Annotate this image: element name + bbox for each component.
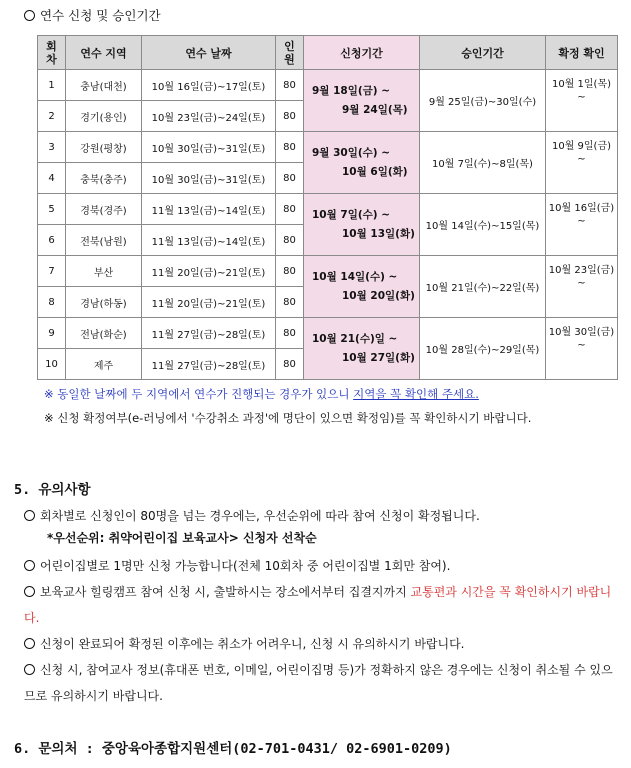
cell-approve-period: 9월 25일(금)~30일(수) (420, 70, 546, 132)
circle-bullet-icon (24, 510, 35, 521)
notice-item-2: 어린이집별로 1명만 신청 가능합니다(전체 10회차 중 어린이집별 1회만 참여). (24, 553, 624, 579)
apply-to: 10월 13일(화) (342, 227, 415, 240)
cell-approve-period: 10월 14일(수)~15일(목) (420, 194, 546, 256)
cell-confirm: 10월 1일(목) ~ (546, 70, 618, 132)
cell-dates: 11월 20일(금)~21일(토) (142, 256, 276, 287)
header-confirm: 확정 확인 (546, 36, 618, 70)
apply-to: 9월 24일(목) (342, 103, 408, 116)
cell-region: 경남(하동) (66, 287, 142, 318)
cell-capacity: 80 (276, 287, 304, 318)
cell-capacity: 80 (276, 349, 304, 380)
header-apply: 신청기간 (304, 36, 420, 70)
notice-item-1: 회차별로 신청인이 80명을 넘는 경우에는, 우선순위에 따라 참여 신청이 확정됩니다. (24, 503, 624, 529)
cell-round: 3 (38, 132, 66, 163)
cell-apply-period (304, 256, 420, 318)
table-row (38, 194, 618, 225)
notice-item-3: 보육교사 힐링캠프 참여 신청 시, 출발하시는 장소에서부터 집결지까지 교통편과 시간을 꼭 확인하시기 바랍니다. (24, 585, 612, 625)
schedule-table (37, 35, 618, 380)
cell-region: 충북(충주) (66, 163, 142, 194)
cell-dates: 10월 30일(금)~31일(토) (142, 132, 276, 163)
section6-contact: 6. 문의처 : 중앙육아종합지원센터(02-701-0431/ 02-6901-0209) (14, 741, 452, 757)
section5-title: 5. 유의사항 (14, 482, 91, 498)
cell-round: 9 (38, 318, 66, 349)
cell-dates: 10월 23일(금)~24일(토) (142, 101, 276, 132)
cell-confirm: 10월 30일(금) ~ (546, 318, 618, 380)
circle-bullet-icon (24, 638, 35, 649)
cell-region: 충남(대천) (66, 70, 142, 101)
apply-from: 10월 7일(수) ~ (312, 208, 391, 221)
cell-region: 경북(경주) (66, 194, 142, 225)
notice-item-5: 신청 시, 참여교사 정보(휴대폰 번호, 이메일, 어린이집명 등)가 정확하지 않은 경우에는 신청이 취소될 수 있으므로 유의하시기 바랍니다. (24, 663, 613, 703)
circle-bullet-icon (24, 560, 35, 571)
cell-dates: 11월 27일(금)~28일(토) (142, 318, 276, 349)
cell-apply-period (304, 194, 420, 256)
cell-round: 1 (38, 70, 66, 101)
cell-dates: 11월 13일(금)~14일(토) (142, 194, 276, 225)
apply-from: 9월 30일(수) ~ (312, 146, 391, 159)
cell-apply-period (304, 70, 420, 132)
cell-dates: 10월 16일(금)~17일(토) (142, 70, 276, 101)
cell-approve-period: 10월 28일(수)~29일(목) (420, 318, 546, 380)
cell-region: 경기(용인) (66, 101, 142, 132)
circle-bullet-icon (24, 10, 35, 21)
cell-dates: 11월 20일(금)~21일(토) (142, 287, 276, 318)
cell-round: 6 (38, 225, 66, 256)
cell-region: 강원(평창) (66, 132, 142, 163)
cell-round: 5 (38, 194, 66, 225)
apply-to: 10월 27일(화) (342, 351, 415, 364)
table-row (38, 70, 618, 101)
cell-confirm: 10월 9일(금) ~ (546, 132, 618, 194)
cell-capacity: 80 (276, 101, 304, 132)
header-capacity: 인 원 (276, 36, 304, 70)
cell-confirm: 10월 23일(금) ~ (546, 256, 618, 318)
apply-from: 10월 21(수)일 ~ (312, 332, 398, 345)
cell-round: 4 (38, 163, 66, 194)
cell-dates: 11월 13일(금)~14일(토) (142, 225, 276, 256)
notice-item-4: 신청이 완료되어 확정된 이후에는 취소가 어려우니, 신청 시 유의하시기 바랍니다. (24, 631, 624, 657)
header-region: 연수 지역 (66, 36, 142, 70)
cell-region: 전북(남원) (66, 225, 142, 256)
apply-from: 10월 14일(수) ~ (312, 270, 398, 283)
note-confirm: ※ 신청 확정여부(e-러닝에서 '수강취소 과정'에 명단이 있으면 확정임)를 꼭 확인하시기 바랍니다. (44, 411, 532, 425)
circle-bullet-icon (24, 586, 35, 597)
cell-approve-period: 10월 21일(수)~22일(목) (420, 256, 546, 318)
apply-to: 10월 20일(화) (342, 289, 415, 302)
cell-region: 전남(화순) (66, 318, 142, 349)
cell-approve-period: 10월 7일(수)~8일(목) (420, 132, 546, 194)
cell-capacity: 80 (276, 194, 304, 225)
circle-bullet-icon (24, 664, 35, 675)
table-row (38, 132, 618, 163)
cell-confirm: 10월 16일(금) ~ (546, 194, 618, 256)
cell-apply-period (304, 318, 420, 380)
cell-dates: 10월 30일(금)~31일(토) (142, 163, 276, 194)
cell-region: 부산 (66, 256, 142, 287)
cell-round: 8 (38, 287, 66, 318)
cell-capacity: 80 (276, 132, 304, 163)
cell-round: 7 (38, 256, 66, 287)
cell-capacity: 80 (276, 163, 304, 194)
header-dates: 연수 날짜 (142, 36, 276, 70)
cell-round: 2 (38, 101, 66, 132)
table-row (38, 318, 618, 349)
cell-apply-period (304, 132, 420, 194)
apply-to: 10월 6일(화) (342, 165, 408, 178)
cell-dates: 11월 27일(금)~28일(토) (142, 349, 276, 380)
priority-note: *우선순위: 취약어린이집 보육교사> 신청자 선착순 (47, 531, 317, 545)
apply-from: 9월 18일(금) ~ (312, 84, 391, 97)
cell-round: 10 (38, 349, 66, 380)
table-row (38, 256, 618, 287)
cell-region: 제주 (66, 349, 142, 380)
header-approve: 승인기간 (420, 36, 546, 70)
header-round: 회 차 (38, 36, 66, 70)
section-heading: 연수 신청 및 승인기간 (24, 6, 161, 24)
cell-capacity: 80 (276, 256, 304, 287)
note-same-date: ※ 동일한 날짜에 두 지역에서 연수가 진행되는 경우가 있으니 지역을 꼭 확인해 주세요. (44, 387, 479, 401)
cell-capacity: 80 (276, 318, 304, 349)
cell-capacity: 80 (276, 225, 304, 256)
table-header-row (38, 36, 618, 70)
cell-capacity: 80 (276, 70, 304, 101)
